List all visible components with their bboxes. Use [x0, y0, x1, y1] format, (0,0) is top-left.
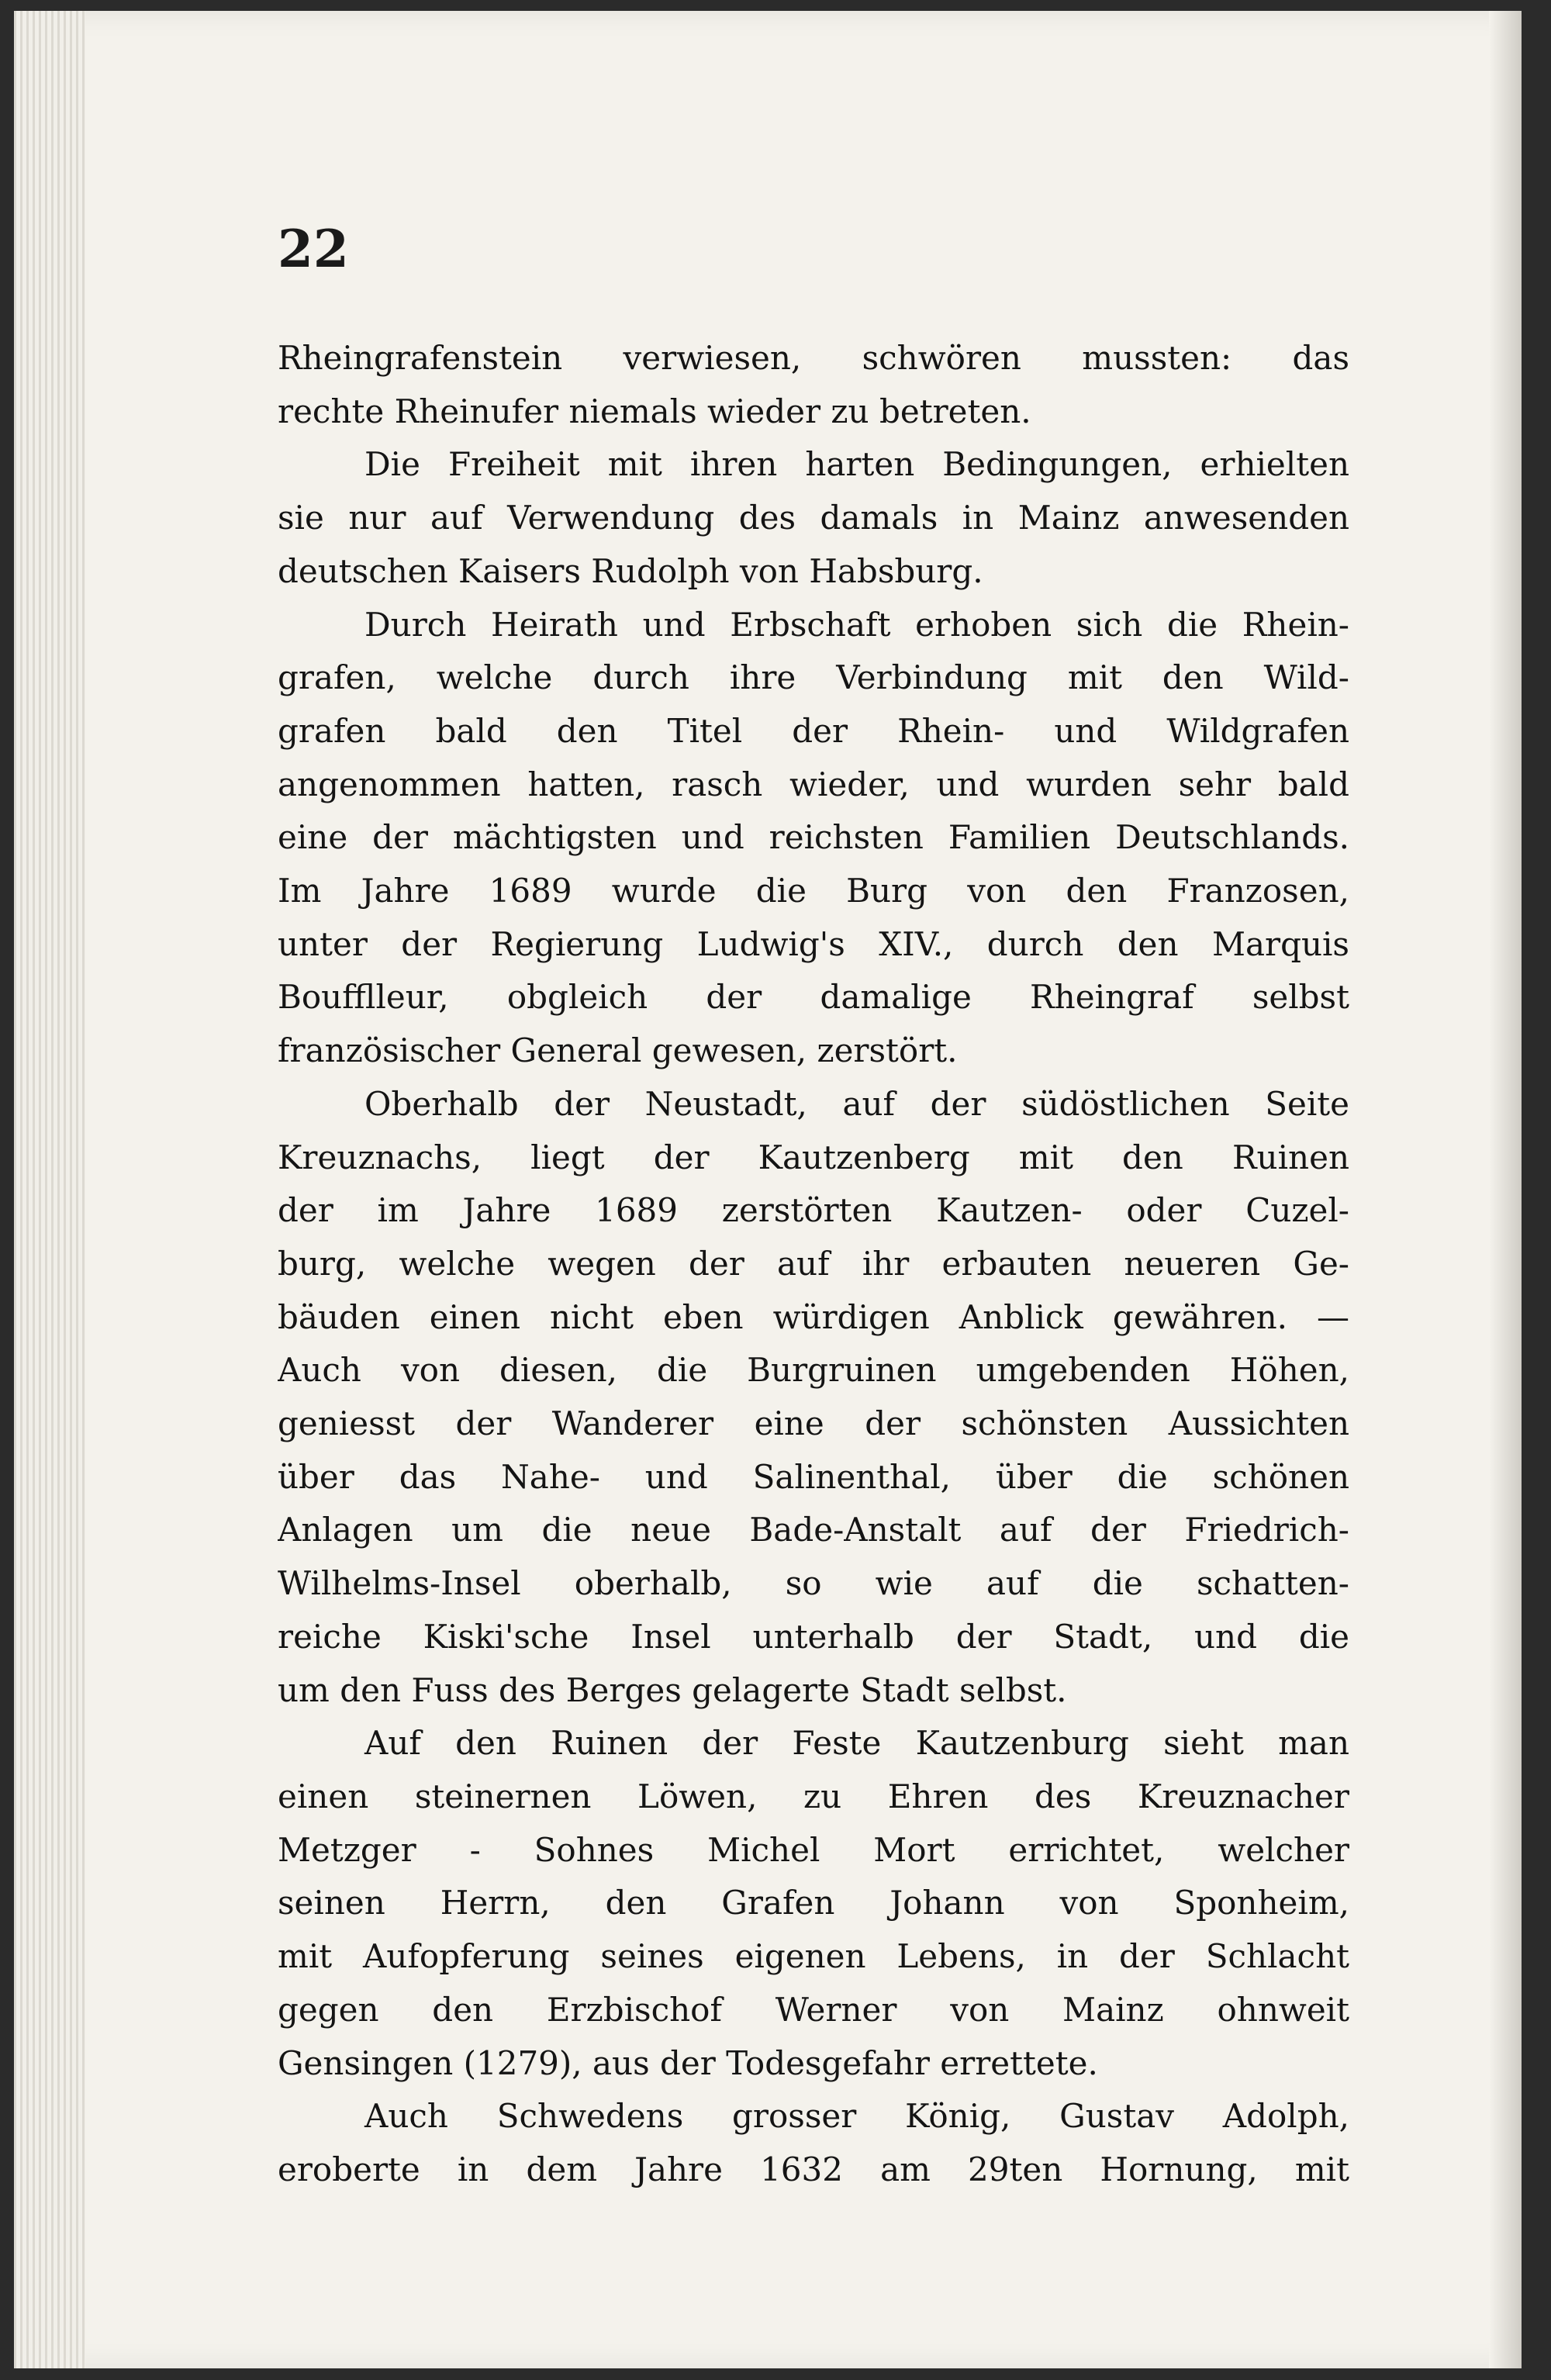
text-line: Metzger - Sohnes Michel Mort errichtet, welcher	[278, 1830, 1349, 1869]
text-line: Gensingen (1279), aus der Todesgefahr errettete.	[278, 2043, 1098, 2082]
text-line: einen steinernen Löwen, zu Ehren des Kreuznacher	[278, 1777, 1349, 1815]
body-text	[278, 332, 1349, 2197]
text-line: rechte Rheinufer niemals wieder zu betreten.	[278, 392, 1031, 430]
text-line: französischer General gewesen, zerstört.	[278, 1031, 958, 1070]
text-line: Die Freiheit mit ihren harten Bedingungen, erhielten	[364, 445, 1349, 484]
text-line: Boufflleur, obgleich der damalige Rheingraf selbst	[278, 978, 1349, 1017]
text-line: grafen bald den Titel der Rhein- und Wildgrafen	[278, 711, 1349, 750]
text-line: Im Jahre 1689 wurde die Burg von den Franzosen,	[278, 872, 1349, 910]
text-line: seinen Herrn, den Grafen Johann von Sponheim,	[278, 1884, 1349, 1922]
book-page	[14, 11, 1522, 2368]
text-line: Auch von diesen, die Burgruinen umgebenden Höhen,	[278, 1351, 1349, 1390]
text-line: um den Fuss des Berges gelagerte Stadt selbst.	[278, 1670, 1067, 1709]
text-line: grafen, welche durch ihre Verbindung mit den Wild-	[278, 658, 1349, 697]
text-line: sie nur auf Verwendung des damals in Mainz anwesenden	[278, 499, 1349, 537]
text-line: deutschen Kaisers Rudolph von Habsburg.	[278, 551, 983, 590]
text-line: Wilhelms-Insel oberhalb, so wie auf die schatten-	[278, 1564, 1349, 1603]
text-line: burg, welche wegen der auf ihr erbauten neueren Ge-	[278, 1244, 1349, 1283]
text-line: Oberhalb der Neustadt, auf der südöstlichen Seite	[364, 1084, 1349, 1123]
text-line: reiche Kiski'sche Insel unterhalb der Stadt, und die	[278, 1617, 1349, 1656]
text-line: Durch Heirath und Erbschaft erhoben sich die Rhein-	[364, 605, 1349, 644]
text-line: Kreuznachs, liegt der Kautzenberg mit den Ruinen	[278, 1138, 1349, 1176]
text-line: Anlagen um die neue Bade-Anstalt auf der Friedrich-	[278, 1511, 1349, 1549]
text-line: über das Nahe- und Salinenthal, über die schönen	[278, 1457, 1349, 1496]
text-line: Rheingrafenstein verwiesen, schwören mussten: das	[278, 339, 1349, 377]
page-gutter	[14, 11, 85, 2368]
text-line: der im Jahre 1689 zerstörten Kautzen- oder Cuzel-	[278, 1191, 1349, 1230]
text-line: Auf den Ruinen der Feste Kautzenburg sieht man	[364, 1724, 1349, 1763]
text-line: eroberte in dem Jahre 1632 am 29ten Hornung, mit	[278, 2150, 1349, 2188]
text-line: unter der Regierung Ludwig's XIV., durch den Marquis	[278, 924, 1349, 963]
page-number: 22	[278, 219, 349, 279]
text-line: Auch Schwedens grosser König, Gustav Adolph,	[364, 2097, 1349, 2136]
text-line: gegen den Erzbischof Werner von Mainz ohnweit	[278, 1990, 1349, 2029]
text-line: mit Aufopferung seines eigenen Lebens, in der Schlacht	[278, 1937, 1349, 1976]
text-line: angenommen hatten, rasch wieder, und wurden sehr bald	[278, 765, 1349, 803]
text-line: geniesst der Wanderer eine der schönsten Aussichten	[278, 1404, 1349, 1443]
page-edge-shadow	[1489, 11, 1522, 2368]
text-line: bäuden einen nicht eben würdigen Anblick gewähren. —	[278, 1297, 1349, 1336]
text-line: eine der mächtigsten und reichsten Familien Deutschlands.	[278, 818, 1349, 857]
